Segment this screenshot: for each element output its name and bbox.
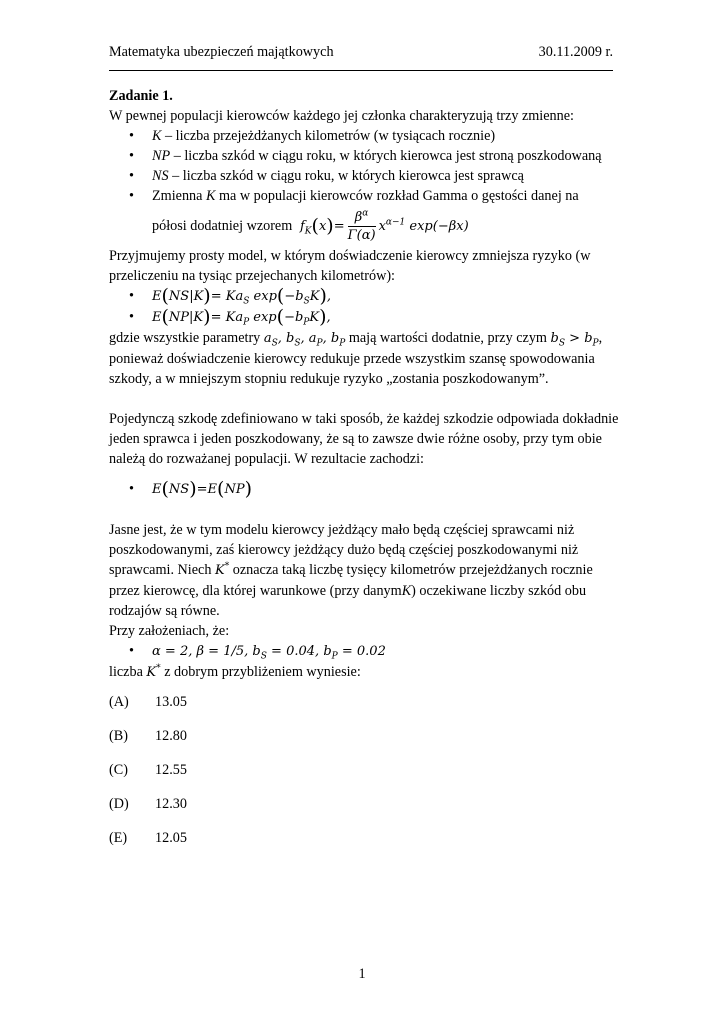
gamma-item: • Zmienna K ma w populacji kierowców rozkład Gamma o gęstości danej na półosi dodatniej wzorem $f_K(x)=$ $\frac{\beta^\alpha}{\Gamma(\alpha)}$ $x^{\alpha-1}$ exp(−βx)	[109, 186, 621, 246]
model-intro: Przyjmujemy prosty model, w którym doświadczenie kierowcy zmniejsza ryzyko (w przeliczeniu na tysiąc przejechanych kilometrów):	[109, 248, 591, 284]
variable-item-np: • NP – liczba szkód w ciągu roku, w których kierowca jest stroną poszkodowaną	[129, 148, 602, 164]
parameters-paragraph: gdzie wszystkie parametry $a_S$, $b_S$, $a_P$, $b_P$ mają wartości dodatnie, przy czym $b_S > b_P$, ponieważ doświadczenie kierowcy redukuje przede wszystkim szansę spowodowania szkody, a w mniejszym stopniu redukuje ryzyko „zostania poszkodowanym”.	[109, 330, 603, 387]
gamma-density-line: półosi dodatniej wzorem $f_K(x)=$ $\frac{\beta^\alpha}{\Gamma(\alpha)}$ $x^{\alpha-1}$ exp(−βx)	[152, 208, 469, 243]
page-header	[109, 44, 613, 64]
answer-options	[109, 692, 409, 862]
formula-np: • $E(NP|K)= Ka_P$ $\exp(-b_PK)$,	[129, 306, 331, 328]
bullet-icon: •	[129, 288, 134, 304]
answer-option-d: (D) 12.30	[109, 796, 187, 812]
variable-item-ns: • NS – liczba szkód w ciągu roku, w których kierowca jest sprawcą	[129, 168, 524, 184]
page-number: 1	[358, 966, 366, 982]
formula-ns: • $E(NS|K)= Ka_S$ $\exp(-b_SK)$,	[129, 285, 331, 307]
equality-formula: • E(NS)=E(NP)	[129, 478, 252, 500]
answer-option-a: (A) 13.05	[109, 694, 187, 710]
course-title: Matematyka ubezpieczeń majątkowych	[109, 44, 334, 60]
bullet-icon: •	[129, 148, 134, 164]
bullet-icon: •	[129, 309, 134, 325]
variables-list	[109, 126, 621, 246]
assumption-values: • α = 2, β = 1/5, $b_S = 0.04$, $b_P = 0.02$	[129, 643, 386, 662]
problem-title: Zadanie 1.	[109, 88, 173, 104]
conclusion-paragraph: Jasne jest, że w tym modelu kierowcy jeżdżący mało będą częściej sprawcami niż poszkodowanymi, zaś kierowcy jeżdżący dużo będą częściej poszkodowanymi niż sprawcami. Niech K* oznacza taką liczbę tysięcy kilometrów przejeżdżanych rocznie przez kierowcę, dla której warunkowe (przy danymK) oczekiwane liczby szkód obu rodzajów są równe.	[109, 522, 593, 619]
header-divider	[109, 70, 613, 71]
model-formulas	[109, 286, 621, 328]
answer-option-c: (C) 12.55	[109, 762, 187, 778]
definition-paragraph: Pojedynczą szkodę zdefiniowano w taki sposób, że każdej szkodzie odpowiada dokładnie jeden sprawca i jeden poszkodowany, że są to zawsze dwie różne osoby, przy tym obie należą do rozważanej populacji. W rezultacie zachodzi:	[109, 411, 619, 467]
bullet-icon: •	[129, 128, 134, 144]
bullet-icon: •	[129, 481, 134, 497]
equality-list	[109, 479, 621, 500]
bullet-icon: •	[129, 168, 134, 184]
variable-item-k: • K – liczba przejeżdżanych kilometrów (w tysiącach rocznie)	[129, 128, 496, 144]
question-line: liczba K* z dobrym przybliżeniem wyniesie:	[109, 663, 361, 680]
header-date: 30.11.2009 r.	[538, 44, 613, 60]
assumptions-intro: Przy założeniach, że:	[109, 623, 230, 639]
problem-intro: W pewnej populacji kierowców każdego jej członka charakteryzują trzy zmienne:	[109, 108, 574, 124]
answer-option-e: (E) 12.05	[109, 830, 187, 846]
assumptions-list	[109, 641, 621, 662]
bullet-icon: •	[129, 188, 134, 204]
problem-body	[109, 86, 621, 683]
bullet-icon: •	[129, 643, 134, 659]
gamma-density-formula: $f_K(x)=$ $\frac{\beta^\alpha}{\Gamma(\alpha)}$ $x^{\alpha-1}$ exp(−βx)	[295, 208, 469, 243]
answer-option-b: (B) 12.80	[109, 728, 187, 744]
